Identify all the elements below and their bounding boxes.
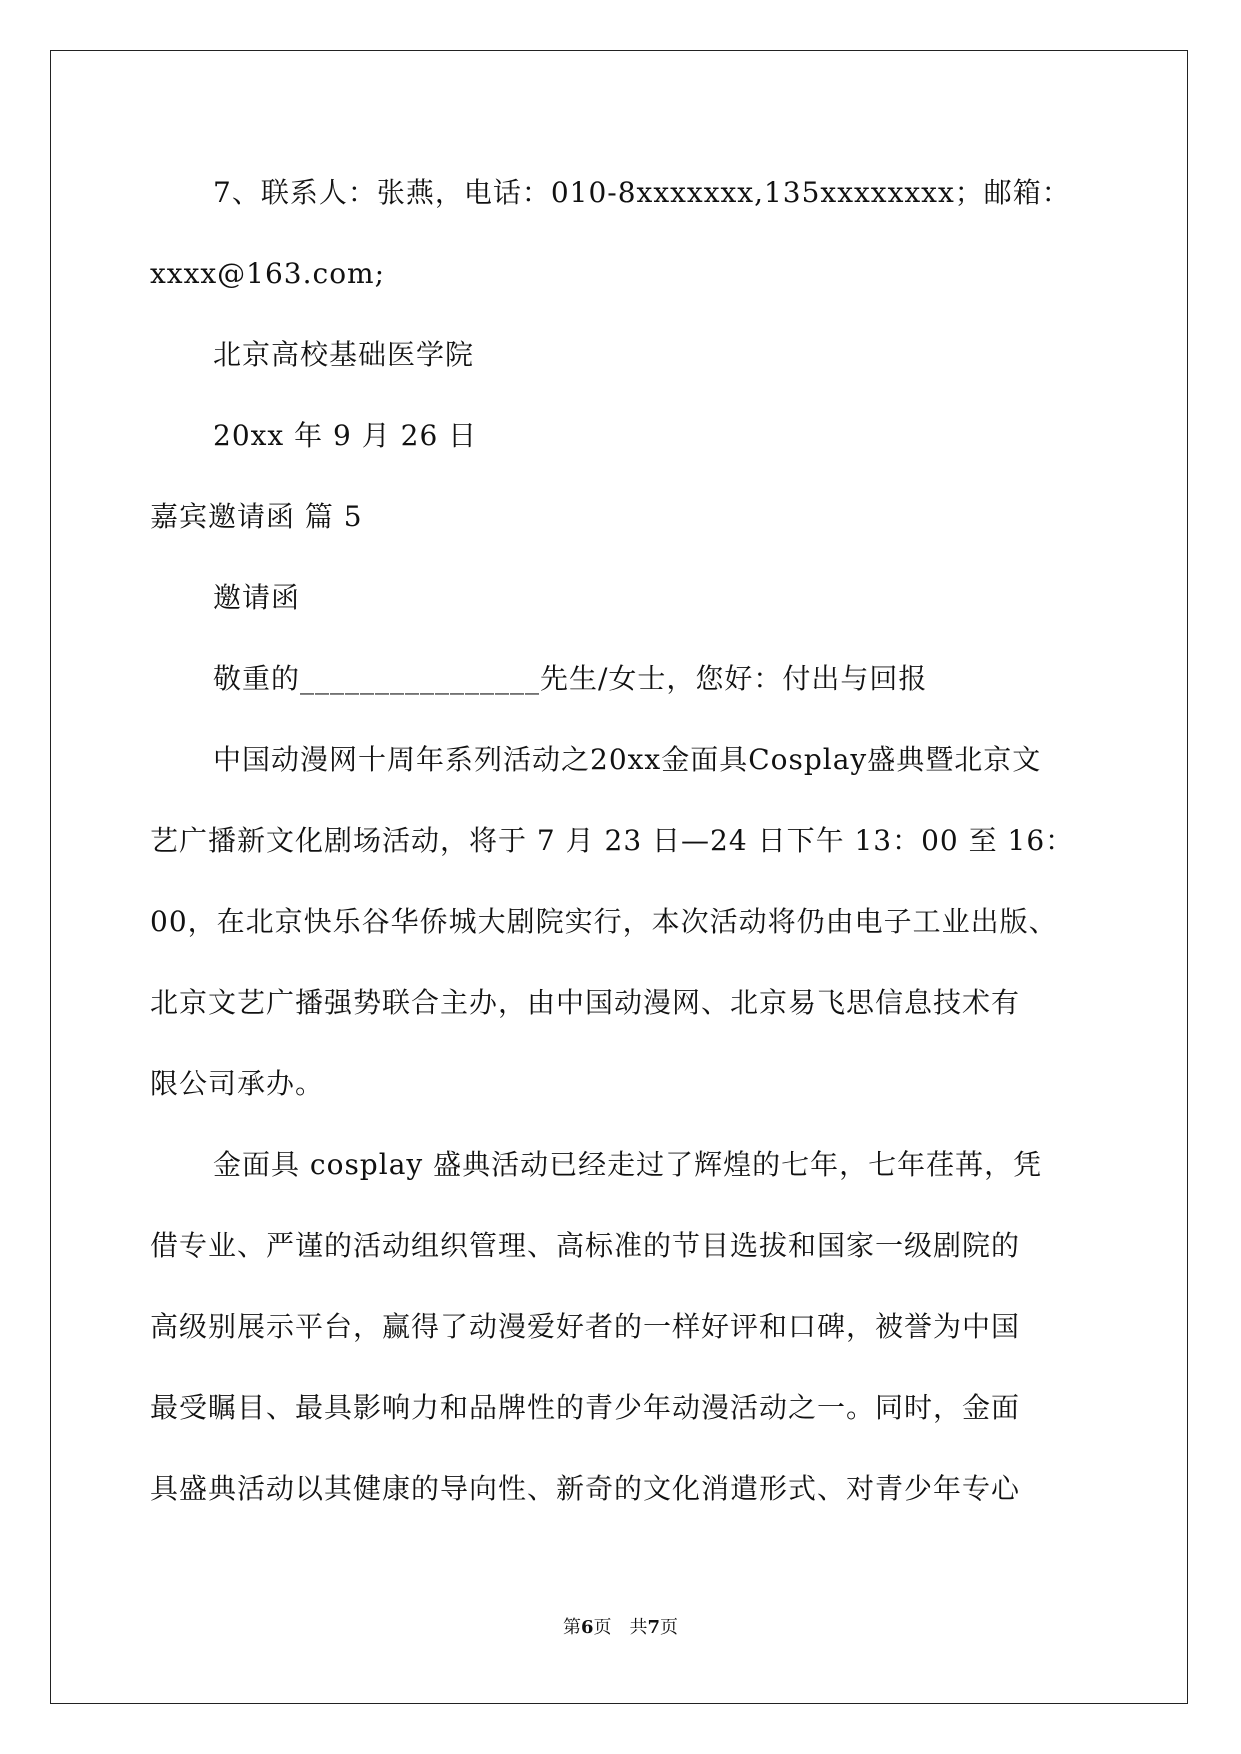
paragraph-line: 中国动漫网十周年系列活动之20xx金面具Cosplay盛典暨北京文: [213, 743, 1042, 776]
section-heading: 嘉宾邀请函 篇 5: [150, 500, 363, 533]
page-suffix: 页: [660, 1617, 679, 1638]
current-page-number: 6: [580, 1617, 594, 1638]
page-prefix: 第: [562, 1617, 581, 1638]
letter-title: 邀请函: [213, 581, 301, 614]
total-page-number: 7: [647, 1617, 661, 1638]
page-mid: 页 共: [593, 1617, 648, 1638]
contact-line: 7、联系人：张燕，电话：010-8xxxxxxx,135xxxxxxxx；邮箱：: [213, 176, 1071, 209]
page-border: [50, 50, 1188, 1704]
paragraph-line: 高级别展示平台，赢得了动漫爱好者的一样好评和口碑，被誉为中国: [150, 1310, 1021, 1343]
paragraph-line: 00，在北京快乐谷华侨城大剧院实行，本次活动将仍由电子工业出版、: [150, 905, 1058, 938]
organization-line: 北京高校基础医学院: [213, 338, 475, 371]
email-line: xxxx@163.com;: [150, 257, 386, 290]
paragraph-line: 限公司承办。: [150, 1067, 325, 1100]
paragraph-line: 借专业、严谨的活动组织管理、高标准的节目选拔和国家一级剧院的: [150, 1229, 1021, 1262]
page-footer: [0, 1617, 1241, 1639]
paragraph-line: 北京文艺广播强势联合主办，由中国动漫网、北京易飞思信息技术有: [150, 986, 1021, 1019]
paragraph-line: 艺广播新文化剧场活动，将于 7 月 23 日—24 日下午 13：00 至 16：: [150, 824, 1075, 857]
paragraph-line: 金面具 cosplay 盛典活动已经走过了辉煌的七年，七年荏苒，凭: [213, 1148, 1043, 1181]
salutation-line: 敬重的________________先生/女士，您好：付出与回报: [213, 662, 928, 695]
date-line: 20xx 年 9 月 26 日: [213, 419, 478, 452]
paragraph-line: 具盛典活动以其健康的导向性、新奇的文化消遣形式、对青少年专心: [150, 1472, 1021, 1505]
paragraph-line: 最受瞩目、最具影响力和品牌性的青少年动漫活动之一。同时，金面: [150, 1391, 1021, 1424]
